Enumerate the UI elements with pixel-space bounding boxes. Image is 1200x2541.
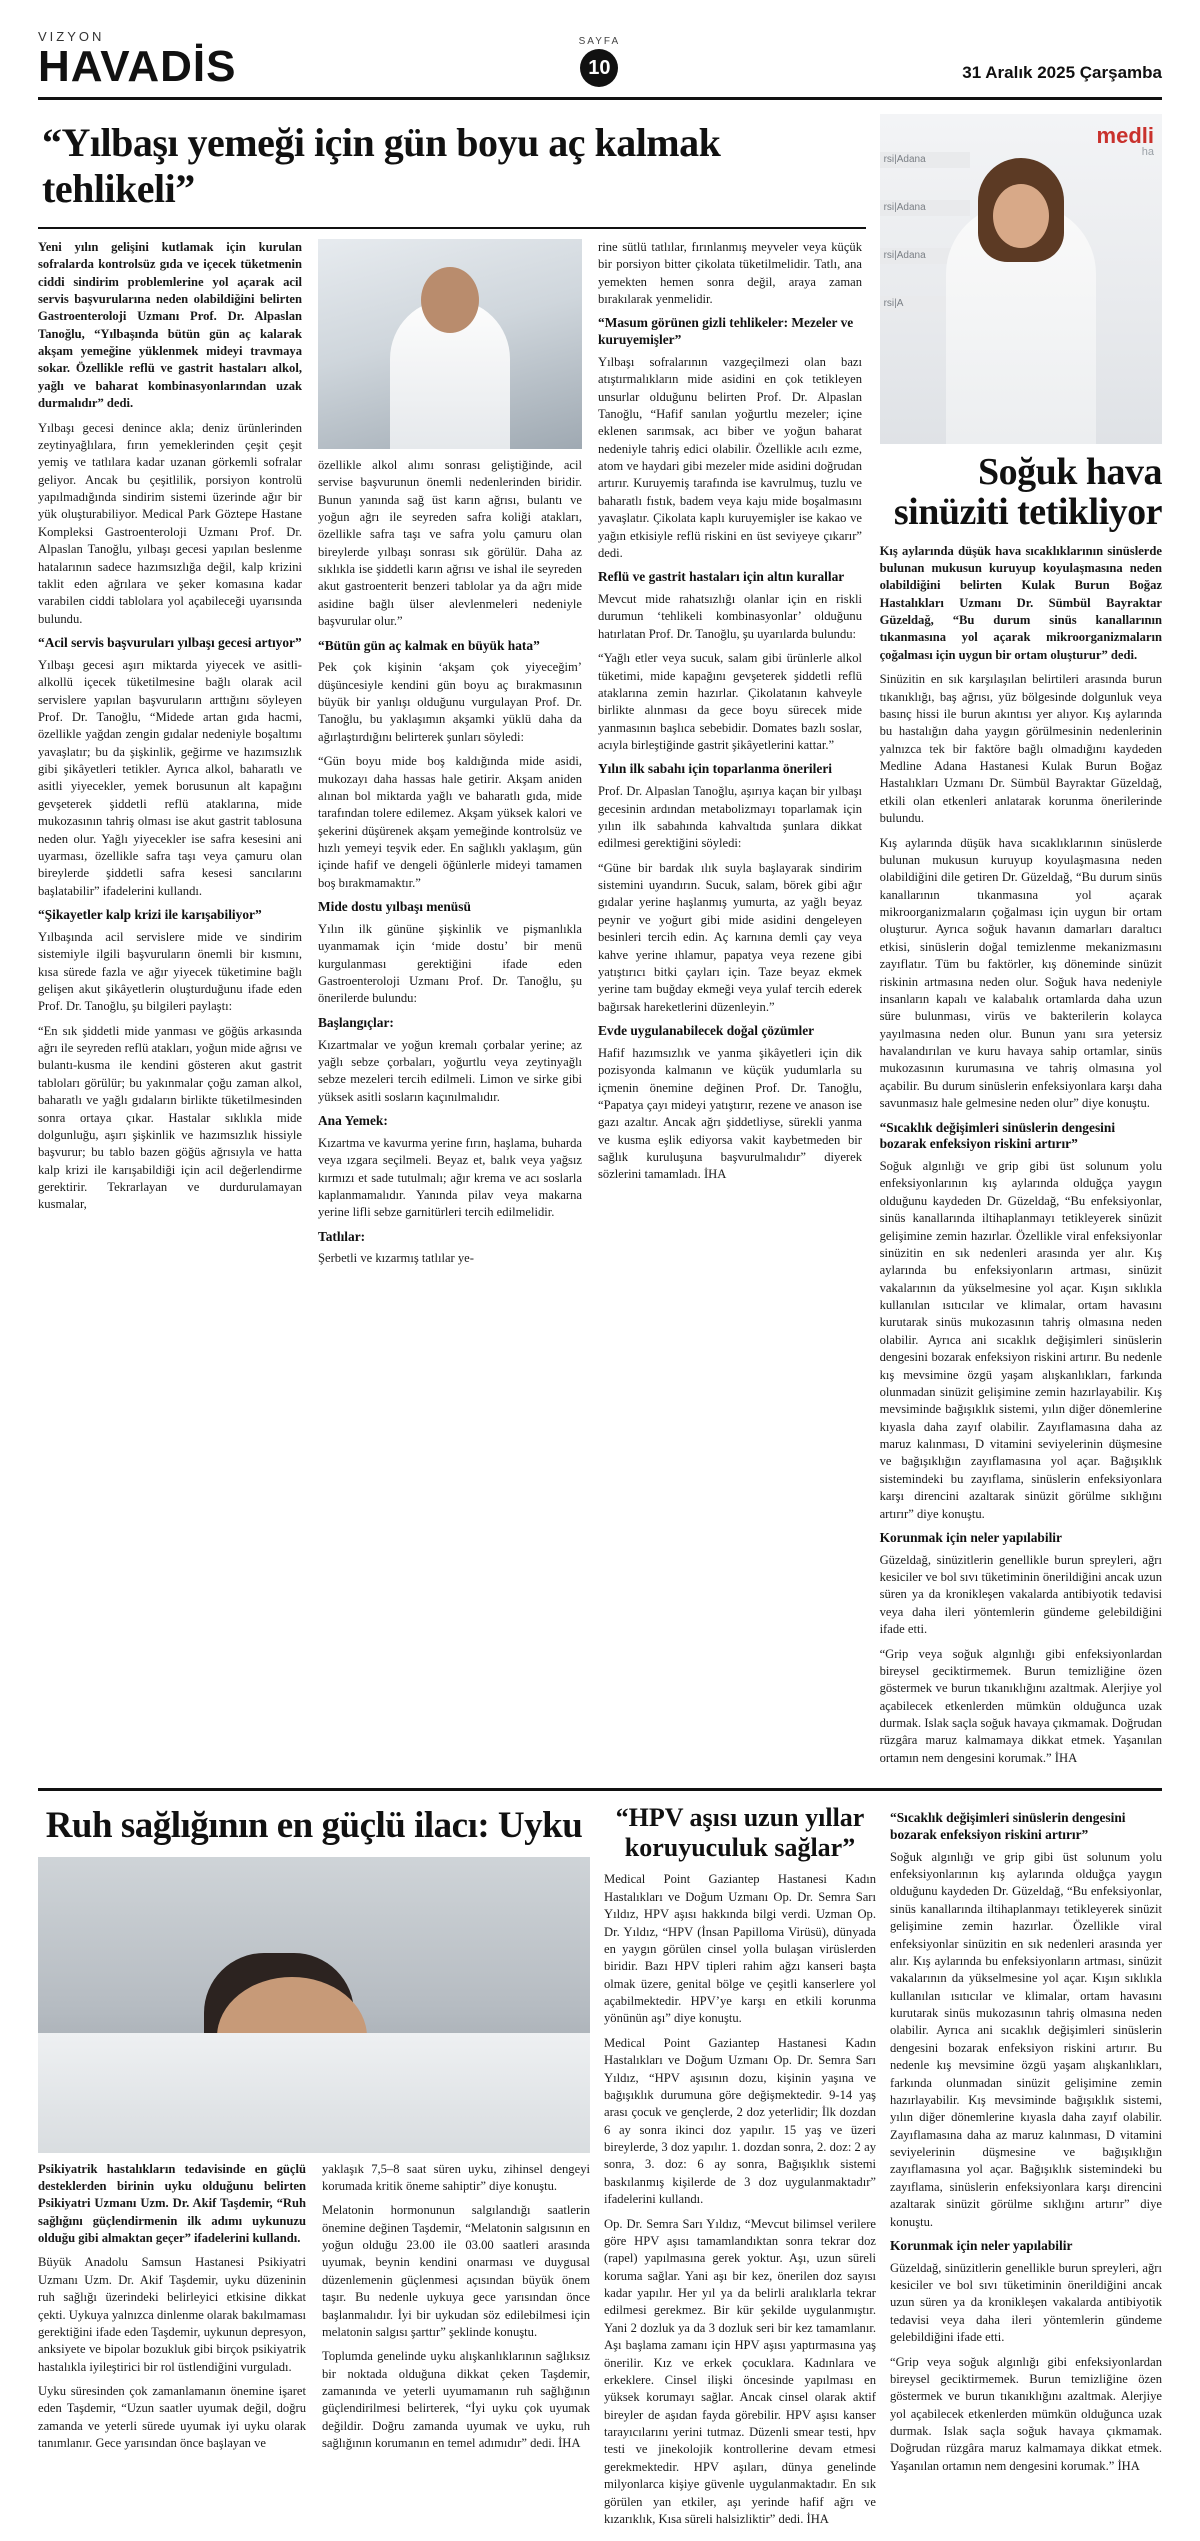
newspaper-page bbox=[0, 16, 1200, 2526]
bottom-section bbox=[38, 1803, 1162, 2535]
paragraph: Soğuk algınlığı ve grip gibi üst solunum yolu enfeksiyonlarının kış aylarında olduğça yaygın olduğunu kaydeden Dr. Güzeldağ, “Bu enfeksiyonlar, sinüs kanallarında iltihaplanmayı tetikleyerek sinüzit gelişimine zemin hazırlar. Özellikle viral enfeksiyonlar sinüzitin en sık nedenleri arasında yer alır. Kış aylarında bu enfeksiyonların artması, sinüzit vakalarının da yükselmesine yol açar. Kışın sıklıkla kullanılan ısıtıcılar ve klimalar, ortam havasını kurutarak sinüs mukozasının tahriş olmasına neden olabilir. Ayrıca ani sıcaklık değişimleri sinüslerin dengesini bozarak enfeksiyon riskini artırır. Bu nedenle kış mevsimine özgü yaşam alışkanlıkları, farkında olunmadan sinüzit gelişimine zemin hazırlayabilir. Kış mevsiminde bağışıklık sistemi, yılın diğer dönemlerine kıyasla daha zayıf olabilir. Zayıflamasına daha az maruz kalınması, D vitamini seviyelerinin düşmesine ve bağışıklığın zayıflamasına yol açar. Bağışıklık sistemindeki bu zayıflama, sinüslerin enfeksiyonlara karşı direncini azaltarak sinüzit görülme sıklığını artırır” diye konuştu. bbox=[890, 1849, 1162, 2229]
paragraph: “Yağlı etler veya sucuk, salam gibi ürünlerle alkol tüketimi, mide kapağını gevşeterek şiddetli reflü ataklarına zemin hazırlar. Çikolatanın kahveyle birlikte alınması da gece boyu sürecek mide yanmasının başlıca sebebidir. Domates bazlı soslar, acıyla birleştiğinde gastrit şikâyetlerini kattar.” bbox=[598, 651, 862, 753]
sleep-article-headline: Ruh sağlığının en güçlü ilacı: Uyku bbox=[45, 1805, 583, 1847]
paragraph: Güzeldağ, sinüzitlerin genellikle burun spreyleri, ağrı kesiciler ve bol sıvı tüketiminin önerildiğini ancak uzun süren ya da kronikleşen vakalarda antibiyotik tedavisi veya daha ileri yöntemlerin gündeme gelebildiğini ifade etti. bbox=[879, 1552, 1162, 1637]
paragraph: Op. Dr. Semra Sarı Yıldız, “Mevcut bilimsel verilere göre HPV aşısı tamamlandıktan sonra tekrar doz (rapel) yapılmasına gerek yoktur. Aşı, uzun süreli koruma sağlar. Yani aşı bir kez, önerilen doz sayısı kadar yapılır. Her yıl ya da belirli aralıklarla tekrar edilmesi gerekmez. Bir kür şekilde uygulanmıştır. Yani 2 dozluk ya da 3 dozluk seri bir kez tamamlanır. Aşı başlama zamanı için HPV aşısı yaptırmasına yaş önerilir. Kız ve erkek çocuklara. Kadınlara ve erkeklere. Cinsel ilişki öncesinde yapılması en yüksek korumayı sağlar. Ancak cinsel olarak aktif bireyler de aşıdan fayda görebilir. HPV aşısı kanser tarayıcılarını yerini tutmaz. Düzenli smear testi, hpv testi ve jinekolojik kontrollerine devam etmesi gerekmektedir. HPV aşıları, dünya genelinde milyonlarca kişiye güvenle uygulanmaktadır. En sık görülen yan etkiler, aşı yerinde hafif ağrı ve kızarıklık, Kısa süreli halsizliktir” dedi. İHA bbox=[604, 2216, 876, 2526]
sleeping-man-photo bbox=[38, 1857, 590, 2153]
wall-sign-1: rsi|Adana bbox=[880, 152, 970, 168]
paragraph: “Grip veya soğuk algınlığı gibi enfeksiyonlardan bireysel geciktirmemek. Burun temizliğine özen göstermek ve burun tıkanıklığını azaltmak. Alerjiye yol açabilecek etkenlerden mümkün olduğunca uzak durmak. Islak saçla soğuk havaya çıkmamak. Doğrudan rüzgâra maruz kalmamaya dikkat etmek. Yaşanılan ortamın nem dengesini korumak.” İHA bbox=[890, 2354, 1162, 2473]
subheading: Mide dostu yılbaşı menüsü bbox=[318, 899, 471, 915]
subheading: “Sıcaklık değişimleri sinüslerin dengesini bozarak enfeksiyon riskini artırır” bbox=[879, 1119, 1116, 1152]
main-article-columns bbox=[38, 239, 866, 1275]
top-section bbox=[38, 114, 1162, 1774]
subheading: “Bütün gün aç kalmak en büyük hata” bbox=[318, 637, 540, 653]
photo-pillow-shape bbox=[38, 2033, 590, 2153]
main-article bbox=[38, 114, 866, 1774]
page-number-label: SAYFA bbox=[578, 36, 621, 47]
page-footer-space bbox=[38, 2535, 1162, 2541]
logo-kicker: VIZYON bbox=[38, 29, 105, 44]
subheading: Korunmak için neler yapılabilir bbox=[879, 1529, 1062, 1545]
paragraph: Güzeldağ, sinüzitlerin genellikle burun spreyleri, ağrı kesiciler ve bol sıvı tüketiminin önerildiğini ancak uzun süren ya da kronikleşen vakalarda antibiyotik tedavisi veya daha ileri yöntemlerin gündeme gelebildiğini ifade etti. bbox=[890, 2260, 1162, 2345]
main-article-headline: “Yılbaşı yemeği için gün boyu aç kalmak tehlikeli” bbox=[42, 120, 721, 212]
paragraph: Kızartmalar ve yoğun kremalı çorbalar yerine; az yağlı sebze çorbaları, yoğurtlu veya zeytinyağlı sebze mezeleri tercih edilmeli. Limon ve sirke gibi yüksek asitli sosların kaçınılmalıdır. bbox=[318, 1037, 582, 1104]
clinic-logo-text: medli bbox=[1096, 123, 1154, 148]
photo-head-shape bbox=[993, 184, 1049, 248]
main-article-column-2 bbox=[318, 239, 582, 1275]
masthead bbox=[38, 16, 1162, 100]
subheading: Başlangıçlar: bbox=[318, 1014, 394, 1030]
doctor-portrait-photo bbox=[318, 239, 582, 449]
hpv-article-headline: “HPV aşısı uzun yıllar koruyuculuk sağlar” bbox=[615, 1803, 865, 1862]
female-doctor-photo bbox=[880, 114, 1162, 444]
paragraph: Medical Point Gaziantep Hastanesi Kadın Hastalıkları ve Doğum Uzmanı Op. Dr. Semra Sarı Yıldız, “HPV aşısının dozu, kişinin yaşına ve bağışıklık durumuna göre değişmektedir. 9-14 yaş arası çocuk ve gençlerde, 2 doz yeterlidir; İlk dozdan 6 ay sonra ikinci doz yapılır. 15 yaş ve üzeri bireylerde, 3 doz yapılır. 1. dozdan sonra, 2. doz: 2 ay sonra, 3. doz: 6 ay sonra, Bağışıklık sistemi baskılanmış kişilerde de 3 doz uygulanmaktadır” ifadelerini kullandı. bbox=[604, 2035, 876, 2207]
paragraph: Büyük Anadolu Samsun Hastanesi Psikiyatri Uzmanı Uzm. Dr. Akif Taşdemir, uyku düzeninin ruh sağlığı üzerindeki belirleyici etkisine dikkat çekti. Uykuya yalnızca dinlenme olarak bakılmaması gerektiğini ifade eden Taşdemir, uykunun depresyon, anksiyete ve bipolar bozukluk gibi birçok psikiyatrik hastalıkla iyileştirici bir rol üstlendiğini vurguladı. bbox=[38, 2255, 306, 2374]
hpv-article bbox=[604, 1803, 876, 2535]
publication-logo bbox=[38, 30, 237, 89]
page-number-badge: 10 bbox=[580, 49, 618, 87]
sleep-article-column-2 bbox=[322, 2161, 590, 2460]
main-article-lede: Yeni yılın gelişini kutlamak için kurulan sofralarda kontrolsüz gıda ve içecek tüketmenin ciddi sindirim problemlerine yol açarak acil servis başvurularına neden olabildiğini belirten Gastroenteroloji Uzmanı Prof. Dr. Alpaslan Tanoğlu, “Yılbaşında bütün gün aç kalarak akşam yemeğine yüklenmek mideyi travmaya sokar. Özellikle reflü ve gastrit hastaları alkol, yağlı ve baharat kombinasyonlarından uzak durmalıdır” dedi. bbox=[38, 239, 302, 411]
logo-title: HAVADİS bbox=[38, 42, 237, 91]
paragraph: Melatonin hormonunun salgılandığı saatlerin önemine değinen Taşdemir, “Melatonin salgısının en yoğun olduğu 23.00 ile 03.00 saatleri arasında uyumak, beynin kendini onarması ve duygusal düzenlemenin güçlenmesi açısından büyük önem taşır. Bu nedenle uykuya gece yarısından önce başlanmalıdır. İyi bir uykudan söz edilebilmesi için melatonin salgısı şarttır” şeklinde konuştu. bbox=[322, 2203, 590, 2339]
page-number-block bbox=[579, 36, 621, 87]
paragraph: rine sütlü tatlılar, fırınlanmış meyveler veya küçük bir porsiyon bitter çikolata tüketilmelidir. Tatlı, ana yemekten hemen sonra değil, araya zaman bırakılarak yenmelidir. bbox=[598, 239, 862, 306]
paragraph: Kızartma ve kavurma yerine fırın, haşlama, buharda veya ızgara seçilmeli. Beyaz et, balık veya yağsız kırmızı et sade tutulmalı; ağır krema ve acı soslarla kaplanmamalıdır. Yanında pilav veya makarna yerine lifli sebze garnitürleri tercih edilmelidir. bbox=[318, 1135, 582, 1220]
paragraph: “Gün boyu mide boş kaldığında mide asidi, mukozayı daha hassas hale getirir. Akşam aniden alınan bol miktarda yağlı ve baharatlı gıda, mide tarafından tolere edilemez. Akşam yüksek kalori ve şekerini düşürenek akşam yemeğinde kontrolsüz ve hızlı yemeyi teşvik eder. En sağlıklı yaklaşım, gün içinde hafif ve dengeli öğünlerle mideyi tamamen boş bırakmamaktır.” bbox=[318, 754, 582, 890]
subheading: “Masum görünen gizli tehlikeler: Mezeler ve kuruyemişler” bbox=[598, 315, 854, 348]
paragraph: yaklaşık 7,5–8 saat süren uyku, zihinsel dengeyi korumada kritik öneme sahiptir” diye konuştu. bbox=[322, 2161, 590, 2193]
headline-divider bbox=[38, 227, 866, 229]
paragraph: “Güne bir bardak ılık suyla başlayarak sindirim sistemini uyandırın. Sucuk, salam, börek gibi ağır gıdalar yerine haşlanmış yumurta, az yağlı beyaz peynir ve yoğurt gibi mide asidini dengeleyen besinleri tercih edin. Aç karnına demli çay veya kahve yerine ıhlamur, papatya veya rezene gibi yatıştırıcı bitki çayları için. Taze beyaz ekmek yerine tam buğday ekmeği veya yulaf tercih ederek bağırsak hareketlerini düzenleyin.” bbox=[598, 860, 862, 1014]
paragraph: Toplumda genelinde uyku alışkanlıklarının sağlıksız bir noktada olduğuna dikkat çeken Taşdemir, zamanında ve yeterli uyumamanın ruh sağlığının güçlendirilmesi belirterek, “İyi uyku çok uyumak değildir. Doğru zamanda uyumak ve uyku, ruh sağlığının korumanın en temel adımıdır” dedi. İHA bbox=[322, 2349, 590, 2451]
main-article-column-1 bbox=[38, 239, 302, 1275]
paragraph: Sinüzitin en sık karşılaşılan belirtileri arasında burun tıkanıklığı, baş ağrısı, yüz bölgesinde dolgunluk veya basınç hissi ile burun akıntısı yer alıyor. Kış aylarında bu hastalığın daha yaygın görülmesinin nedenlerinin yalnızca tek bir faktöre bağlı olmadığını kaydeden Medline Adana Hastanesi Kulak Burun Boğaz Hastalıkları Uzmanı Dr. Sümbül Bayraktar Güzeldağ, etkili olan etkenleri anlatarak korunma önerilerinde bulundu. bbox=[879, 672, 1162, 826]
sleep-article-columns bbox=[38, 2161, 590, 2460]
paragraph: “En sık şiddetli mide yanması ve göğüs arkasında ağrı ile seyreden reflü atakları, yoğun mide ağrısı ve bulantı-kusma ile kendini gösteren akut gastrit tabloları görülür; bu yakınmalar çoğu zaman alkol, baharatlı ve yağlı gıdaların birlikte tüketilmesinden sonra ortaya çıkar. Hastalar sıklıkla mide dolgunluğu, aşırı şişkinlik ve hazımsızlık hissiyle başvurur; bu tablo bazen göğüs ağrısıyla ve hatta kalp krizi ile karışabildiği için acil değerlendirme gerektirir. Tekrarlayan ve durdurulamayan kusmalar, bbox=[38, 1023, 302, 1212]
publication-date: 31 Aralık 2025 Çarşamba bbox=[962, 63, 1162, 82]
paragraph: Hafif hazımsızlık ve yanma şikâyetleri için dik pozisyonda kalmanın ve küçük yudumlarla su içmenin önemine değinen Prof. Dr. Tanoğlu, “Papatya çayı mideyi yatıştırır, rezene ve anason ise gazı azaltır. Ancak ağrı şiddetliyse, sürekli yanma ve kusma eşlik ediyorsa vakit kaybetmeden bir sağlık kuruluşuna başvurulmalıdır” diyerek sözlerini tamamladı. İHA bbox=[598, 1045, 862, 1182]
sinusitis-article-continued bbox=[890, 1803, 1162, 2535]
paragraph: Yılın ilk gününe şişkinlik ve pişmanlıkla uyanmamak için ‘mide dostu’ bir menü kurgulanması gerektiğini ifade eden Gastroenteroloji Uzmanı Prof. Dr. Tanoğlu, şu önerilerde bulundu: bbox=[318, 921, 582, 1006]
paragraph: Yılbaşı gecesi aşırı miktarda yiyecek ve asitli-alkollü içecek tüketilmesine bağlı olarak acil servislere yapılan başvuruların arttığını söyleyen Prof. Dr. Tanoğlu, “Midede artan gıda hacmi, özellikle yağdan zengin gıdalar nedeniyle boşaltımı yavaşlatır; bu da şişkinlik, geğirme ve hazımsızlık gibi şikâyetleri tetikler. Ayrıca alkol, baharatlı ve asitli yiyecekler, yemek borusunun alt kapağını gevşeterek şiddetli reflü ataklarına, mide mukozasının tahriş olması ise akut gastrit tablosuna neden olur. Yağlı yiyecekler ise safra kesesini ani uyarması, özellikle safra taşı veya çamuru olan bireylerde şiddetli safra kesesi sancılarını başlatabilir” ifadelerini kullandı. bbox=[38, 657, 302, 898]
section-divider bbox=[38, 1788, 1162, 1791]
paragraph: Yılbaşında acil servislere mide ve sindirim sistemiyle ilgili başvuruların önemli bir kısmını, kısa sürede fazla ve ağır yiyecek tüketimine bağlı gelişen akut şikâyetlerin oluşturduğunu ifade eden Prof. Dr. Tanoğlu, şu bilgileri paylaştı: bbox=[38, 929, 302, 1014]
sinusitis-headline: Soğuk hava sinüziti tetikliyor bbox=[893, 451, 1162, 534]
sleep-article-lede: Psikiyatrik hastalıkların tedavisinde en güçlü desteklerden birinin uyku olduğunu belirten Psikiyatri Uzmanı Uzm. Dr. Akif Taşdemir, “Ruh sağlığını güçlendirmenin ilk adımı uykunuzu olduğu gibi almaktan geçer” ifadelerini kullandı. bbox=[38, 2161, 306, 2246]
wall-sign-3: rsi|Adana bbox=[880, 248, 970, 264]
sleep-article-column-1 bbox=[38, 2161, 306, 2460]
subheading: Tatlılar: bbox=[318, 1228, 366, 1244]
sinusitis-lede: Kış aylarında düşük hava sıcaklıklarının sinüslerde bulunan mukusun kuruyup koyulaşmasına neden olabildiğini belirten Kulak Burun Boğaz Hastalıkları Uzmanı Dr. Sümbül Bayraktar Güzeldağ, “Bu durum sinüs kanallarının tıkanmasına yol açarak mikroorganizmaların çoğalması için uygun bir ortam oluşturur” dedi. bbox=[879, 543, 1162, 662]
paragraph: Mevcut mide rahatsızlığı olanlar için en riskli durumun ‘tehlikeli kombinasyonlar’ olduğunu hatırlatan Prof. Dr. Tanoğlu, şu uyarılarda bulundu: bbox=[598, 592, 862, 641]
paragraph: Uyku süresinden çok zamanlamanın önemine işaret eden Taşdemir, “Uzun saatler uyumak değil, doğru zamanda ve yeterli sürede uyumak iyi uyku olarak tanımlanır. Gece yarısından önce başlayan ve bbox=[38, 2384, 306, 2451]
paragraph: Yılbaşı gecesi denince akla; deniz ürünlerinden zeytinyağlılara, fırın yemeklerinden çeşit çeşit yemiş ve tatlılara kadar uzanan görkemli sofralar geliyor. Ancak bu çeşitlilik, porsiyon kontrolü yapılmadığında sindirim sistemi üzerinde ağır bir yük oluşturabiliyor. Medical Park Göztepe Hastane Kompleksi Gastroenteroloji Uzmanı Prof. Dr. Alpaslan Tanoğlu, yılbaşı gecesi yapılan beslenme hatalarının sadece hazımsızlığa değil, kalp krizini taklit eden ağrılara ve şeker komasına kadar varabilen ciddi tablolara yol açabileceği uyarısında bulundu. bbox=[38, 420, 302, 626]
paragraph: Soğuk algınlığı ve grip gibi üst solunum yolu enfeksiyonlarının kış aylarında olduğça yaygın olduğunu kaydeden Dr. Güzeldağ, “Bu enfeksiyonlar, sinüs kanallarında iltihaplanmayı tetikleyerek sinüzit gelişimine zemin hazırlar. Özellikle viral enfeksiyonlar sinüzitin en sık nedenleri arasında yer alır. Kış aylarında bu enfeksiyonların artması, sinüzit vakalarının da yükselmesine yol açar. Kışın sıklıkla kullanılan ısıtıcılar ve klimalar, ortam havasını kurutarak sinüs mukozasının tahriş olmasına neden olabilir. Ayrıca ani sıcaklık değişimleri sinüslerin dengesini bozarak enfeksiyon riskini artırır. Bu nedenle kış mevsimine özgü yaşam alışkanlıkları, farkında olunmadan sinüzit gelişimine zemin hazırlayabilir. Kış mevsiminde bağışıklık sistemi, yılın diğer dönemlerine kıyasla daha zayıf olabilir. Zayıflamasına daha az maruz kalınması, D vitamini seviyelerinin düşmesine ve bağışıklığın zayıflamasına yol açar. Bağışıklık sistemindeki bu zayıflama, sinüslerin enfeksiyonlara karşı direncini azaltarak sinüzit görülme sıklığını artırır” diye konuştu. bbox=[879, 1159, 1162, 1521]
subheading: Korunmak için neler yapılabilir bbox=[890, 2237, 1073, 2253]
clinic-logo-subtext: ha bbox=[1141, 146, 1154, 159]
paragraph: özellikle alkol alımı sonrası geliştiğinde, acil servise başvurunun önemli nedenlerinden biridir. Bunun yanında sağ üst karın ağrısı, bulantı ve yoğun ağrı ile seyreden safra koliği atakları, özellikle safra taşı ve safra yolu çamuru olan bireylerde yılbaşı sonrası sık görülür. Daha az sıklıkla ise şiddetli karın ağrısı ve ishal ile seyreden akut gastroenterit benzeri tablolar ya da ağrı mide asidine bağlı ülser alevlenmeleri nedeniyle başvurular olur.” bbox=[318, 457, 582, 629]
clinic-logo bbox=[1097, 124, 1154, 159]
subheading: “Şikayetler kalp krizi ile karışabiliyor” bbox=[38, 907, 262, 923]
paragraph: Şerbetli ve kızarmış tatlılar ye- bbox=[318, 1251, 474, 1266]
paragraph: “Grip veya soğuk algınlığı gibi enfeksiyonlardan bireysel geciktirmemek. Burun temizliğine özen göstermek ve burun tıkanıklığını azaltmak. Alerjiye yol açabilecek etkenlerden mümkün olduğunca uzak durmak. Islak saçla soğuk havaya çıkmamak. Doğrudan rüzgâra maruz kalmamaya dikkat etmek. Yaşanılan ortamın nem dengesini korumak.” İHA bbox=[879, 1646, 1162, 1765]
subheading: “Sıcaklık değişimleri sinüslerin dengesini bozarak enfeksiyon riskini artırır” bbox=[890, 1810, 1126, 1842]
paragraph: Prof. Dr. Alpaslan Tanoğlu, aşırıya kaçan bir yılbaşı gecesinin ardından metabolizmayı toparlamak için yılın ilk sabahında kahvaltıda şunlara dikkat edilmesi gerektiğini söyledi: bbox=[598, 784, 862, 851]
subheading: “Acil servis başvuruları yılbaşı gecesi artıyor” bbox=[38, 635, 302, 651]
paragraph: Pek çok kişinin ‘akşam çok yiyeceğim’ düşüncesiyle kendini gün boyu aç bırakmasının büyük bir yanlışı olduğunu vurgulayan Prof. Dr. Tanoğlu, bu yaklaşımın akşamki yüklü daha da ağırlaştırdığını belirterek şunları söyledi: bbox=[318, 660, 582, 744]
sinusitis-article bbox=[880, 114, 1162, 1774]
wall-sign-2: rsi|Adana bbox=[880, 200, 970, 216]
subheading: Yılın ilk sabahı için toparlanma önerileri bbox=[598, 761, 832, 777]
sleep-article bbox=[38, 1803, 590, 2535]
subheading: Reflü ve gastrit hastaları için altın kurallar bbox=[598, 569, 845, 585]
subheading: Evde uygulanabilecek doğal çözümler bbox=[598, 1023, 815, 1039]
paragraph: Yılbaşı sofralarının vazgeçilmezi olan bazı atıştırmalıkların mide asidini en çok tetikleyen unsurlar olduğunu belirten Prof. Dr. Alpaslan Tanoğlu, “Hafif sanılan yoğurtlu mezeler; içine eklenen sarımsak, acı biber ve yoğun baharat nedeniyle tahriş edici olabilir. Özellikle acılı ezme, atom ve haydari gibi mezeler mide asidini doğrudan artırır. Kuruyemiş tarafında ise kavrulmuş, tuzlu ve baharatlı fıstık, badem veya kaju mide boşalmasını yavaşlatır. Çikolata kaplı kuruyemişler ise kakao ve yağın etkisiyle reflü riskini en üst seviyeye çıkarır” dedi. bbox=[598, 354, 862, 560]
subheading: Ana Yemek: bbox=[318, 1113, 388, 1129]
paragraph: Medical Point Gaziantep Hastanesi Kadın Hastalıkları ve Doğum Uzmanı Op. Dr. Semra Sarı Yıldız, HPV aşısı hakkında bilgi verdi. Uzman Op. Dr. Yıldız, “HPV (İnsan Papilloma Virüsü), dünyada en yaygın görülen cinsel yolla bulaşan virüslerden biridir. Bazı HPV tipleri rahim ağzı kanseri başta olmak üzere, genital bölge ve çeşitli kanserlere yol açabilmektedir. HPV’ye karşı en etkili korunma yönünün aşı” diye konuştu. bbox=[604, 1872, 876, 2026]
main-article-column-3 bbox=[598, 239, 862, 1275]
paragraph: Kış aylarında düşük hava sıcaklıklarının sinüslerde bulunan mukusun kuruyup koyulaşmasına neden olabildiğini dile getiren Dr. Güzeldağ, “Bu durum sinüs kanallarının tıkanmasına yol açarak mikroorganizmaların çoğalması için uygun bir ortam oluşturur. Ayrıca soğuk havanın damarları daraltıcı etkisi, sinüslerin doğal temizlenme mekanizmasını zayıflatır. Tüm bu faktörler, kış döneminde sinüzit riskinin artmasına neden olur. Soğuk hava nedeniyle insanların kapalı ve kalabalık ortamlarda daha uzun süre bulunması, virüs ve bakterilerin kolayca yayılmasına neden olur. Bunun yanı sıra yetersiz havalandırılan ve kuru havaya sahip ortamlar, sinüs mukozasının kurumasına ve tahriş olmasına yol açabilir. Bu durum sinüslerin enfeksiyonlara karşı daha savunmasız hale gelmesine neden olur” diye konuştu. bbox=[879, 835, 1162, 1111]
wall-sign-4: rsi|A bbox=[880, 296, 970, 312]
